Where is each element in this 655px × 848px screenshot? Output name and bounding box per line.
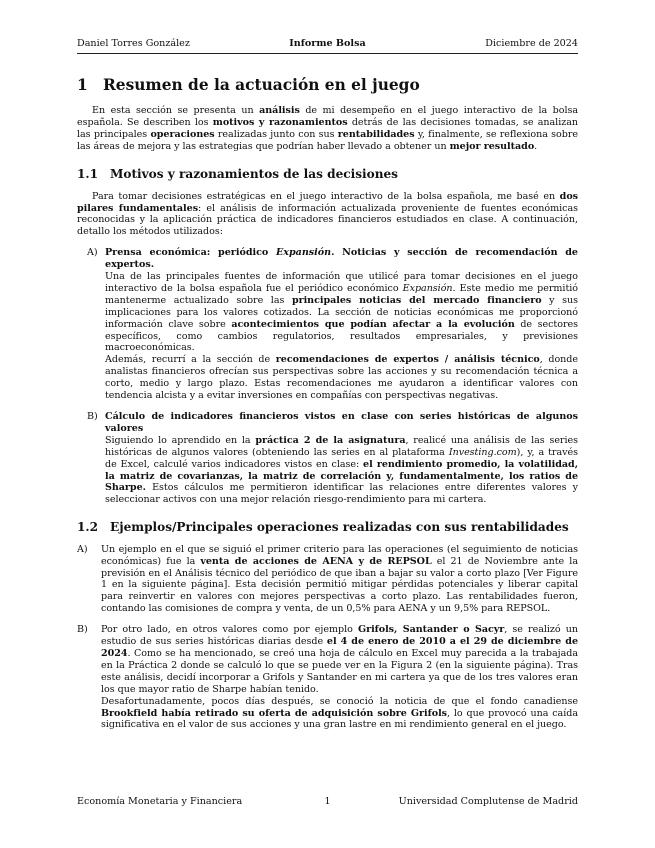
header-author: Daniel Torres González [77, 38, 190, 49]
list-item-body [105, 271, 578, 354]
text-run: , realicé una análisis de las series históricas de algunos valores (obteniendo las series en al plataforma [105, 434, 578, 458]
bold-run: mejor resultado [449, 141, 535, 153]
page-header [77, 38, 578, 52]
text-run: Para tomar decisiones estratégicas en el juego interactivo de la bolsa española, me basé en [92, 190, 560, 202]
header-title: Informe Bolsa [289, 38, 366, 49]
page-body [77, 76, 578, 740]
list-item [77, 411, 578, 506]
text-run: . Noticias y sección de recomendación de expertos. [105, 247, 578, 271]
bold-run: análisis [259, 105, 300, 117]
page-footer [77, 796, 578, 810]
list-item-body-continued [105, 354, 578, 402]
text-run: Estos cálculos me permitieron identificar las relaciones entre diferentes valores y seleccionar activos con una mejor relación riesgo-rendimiento para mi cartera. [105, 482, 578, 506]
list-item [77, 624, 578, 731]
text-run: Por otro lado, en otros valores como por ejemplo [101, 624, 358, 636]
text-run: y sus implicaciones para los valores cotizados. La sección de noticias económicas me proporcionó información clave sobre [105, 294, 578, 330]
list-item-body-continued [101, 696, 578, 732]
bold-run: dos pilares fundamentales [77, 190, 578, 214]
list-item-body [101, 544, 578, 615]
footer-course: Economía Monetaria y Financiera [77, 796, 243, 807]
subsection-number: 1.1 [77, 167, 99, 182]
bold-run: Brookfield había retirado su oferta de adquisición sobre Grifols [101, 707, 448, 719]
text-run: de sectores específicos, como cambios regulatorios, resultados empresariales, y previsiones macroeconómicas. [105, 318, 578, 354]
text-run: Desafortunadamente, pocos días después, se conoció la noticia de que el fondo canadiense [101, 695, 578, 707]
text-run: el 21 de Noviembre ante la previsión en el Análisis técnico del periódico de que iban a bajar su valor a corto plazo [Ver Figure 1 en la siguiente página]. Esta decisión permitió mitigar pérdidas potenciales y liberar capital para reinvertir en valores con mejores perspectivas a corto plazo. Las rentabilidades fueron, contando las comisiones de compra y venta, de un 0,5% para AENA y un 9,5% para REPSOL. [101, 555, 578, 615]
subsection-title: Motivos y razonamientos de las decisiones [110, 167, 398, 182]
italic-run: Expansión [276, 247, 332, 259]
bold-run: rentabilidades [337, 129, 415, 141]
section-intro [77, 105, 578, 153]
text-run: Cálculo de indicadores financieros vistos en clase con series históricas de algunos valores [105, 411, 578, 434]
italic-run: Investing.com [448, 446, 517, 458]
text-run: , donde analistas financieros ofrecían sus perspectivas sobre las acciones y su recomendación técnica a corto, medio y largo plazo. Estas recomendaciones me ayudaron a identificar valores con tendencia alcista y a evitar inversiones en compañías con perspectivas negativas. [105, 354, 578, 402]
text-run: . Como se ha mencionado, se creó una hoja de cálculo en Excel muy parecida a la trabajada en la Práctica 2 donde se calculó lo que se puede ver en la Figura 2 (en la siguiente página). Tras este análisis, decidí incorporar a Grifols y Santander en mi cartera ya que de los tres valores eran los que mayor ratio de Sharpe habían tenido. [101, 648, 578, 695]
bold-run: Grifols, Santander o Sacyr [357, 624, 505, 636]
bold-run: acontecimientos que podían afectar a la evolución [231, 318, 515, 330]
subsection-number: 1.2 [77, 520, 99, 535]
section-number: 1 [77, 76, 88, 94]
text-run: , lo que provocó una caída significativa en el valor de sus acciones y una gran lastre en mi rendimiento general en el juego. [101, 707, 578, 731]
text-run: Prensa económica: periódico [105, 247, 277, 259]
subsection-intro [77, 191, 578, 239]
text-run: Un ejemplo en el que se siguió el primer criterio para las operaciones (el seguimiento de noticias económicas) fue la [101, 543, 578, 567]
text-run: : el análisis de información actualizada proveniente de fuentes económicas reconocidas y la aplicación práctica de indicadores financieros estudiados en clase. A continuación, detallo los métodos utilizados: [77, 202, 578, 238]
bold-run: principales noticias del mercado financiero [291, 294, 542, 306]
header-rule [77, 53, 578, 54]
subsection-heading-1-1 [77, 167, 578, 182]
section-heading [77, 76, 578, 94]
text-run: de mi desempeño en el juego interactivo de la bolsa española. Se describen los [77, 105, 578, 129]
text-run: detrás de las decisiones tomadas, se analizan las principales [77, 117, 578, 141]
list-item-label: B) [87, 411, 98, 423]
list-item-heading [105, 411, 578, 435]
list-item-label: A) [87, 247, 98, 259]
list-item-body [101, 624, 578, 695]
text-run: y, finalmente, se reflexiona sobre las áreas de mejora y las estrategias que podrían haber llevado a obtener un [77, 129, 578, 153]
bold-run: el 4 de enero de 2010 a el 29 de diciembre de 2024 [101, 636, 578, 660]
list-item-heading [105, 247, 578, 271]
list-item [77, 247, 578, 402]
subsection-title: Ejemplos/Principales operaciones realizadas con sus rentabilidades [110, 520, 569, 535]
footer-university: Universidad Complutense de Madrid [398, 796, 578, 807]
bold-run: práctica 2 de la asignatura [255, 434, 406, 446]
text-run: realizadas junto con sus [214, 129, 338, 141]
list-item-label: B) [77, 624, 88, 636]
text-run: . [534, 141, 538, 153]
text-run: , se realizó un estudio de sus series históricas diarias desde [101, 624, 578, 648]
section-title: Resumen de la actuación en el juego [103, 76, 420, 94]
subsection-heading-1-2 [77, 520, 578, 535]
bold-run: venta de acciones de AENA y de REPSOL [200, 555, 432, 567]
bold-run: operaciones [150, 129, 215, 141]
list-item-body [105, 435, 578, 506]
bold-run: recomendaciones de expertos / análisis técnico [275, 354, 540, 366]
bold-run: motivos y razonamientos [212, 117, 348, 129]
text-run: Una de las principales fuentes de información que utilicé para tomar decisiones en el juego interactivo de la bolsa española fue el periódico económico [105, 271, 578, 294]
page-number: 1 [324, 796, 331, 807]
text-run: Además, recurrí a la sección de [105, 354, 276, 366]
text-run: Siguiendo lo aprendido en la [105, 434, 256, 446]
text-run: . Este medio me permitió mantenerme actualizado sobre las [105, 282, 578, 306]
list-item [77, 544, 578, 615]
list-item-label: A) [77, 543, 88, 555]
text-run: ), y, a través de Excel, calculé varios indicadores vistos en clase: [105, 446, 578, 470]
methods-list [77, 247, 578, 506]
text-run: En esta sección se presenta un [92, 105, 260, 117]
italic-run: Expansión [402, 282, 453, 294]
bold-run: el rendimiento promedio, la volatilidad, la matriz de covarianzas, la matriz de correlación y, fundamentalmente, los ratios de Sharpe. [105, 458, 578, 494]
operations-list [77, 544, 578, 732]
header-date: Diciembre de 2024 [485, 38, 578, 49]
